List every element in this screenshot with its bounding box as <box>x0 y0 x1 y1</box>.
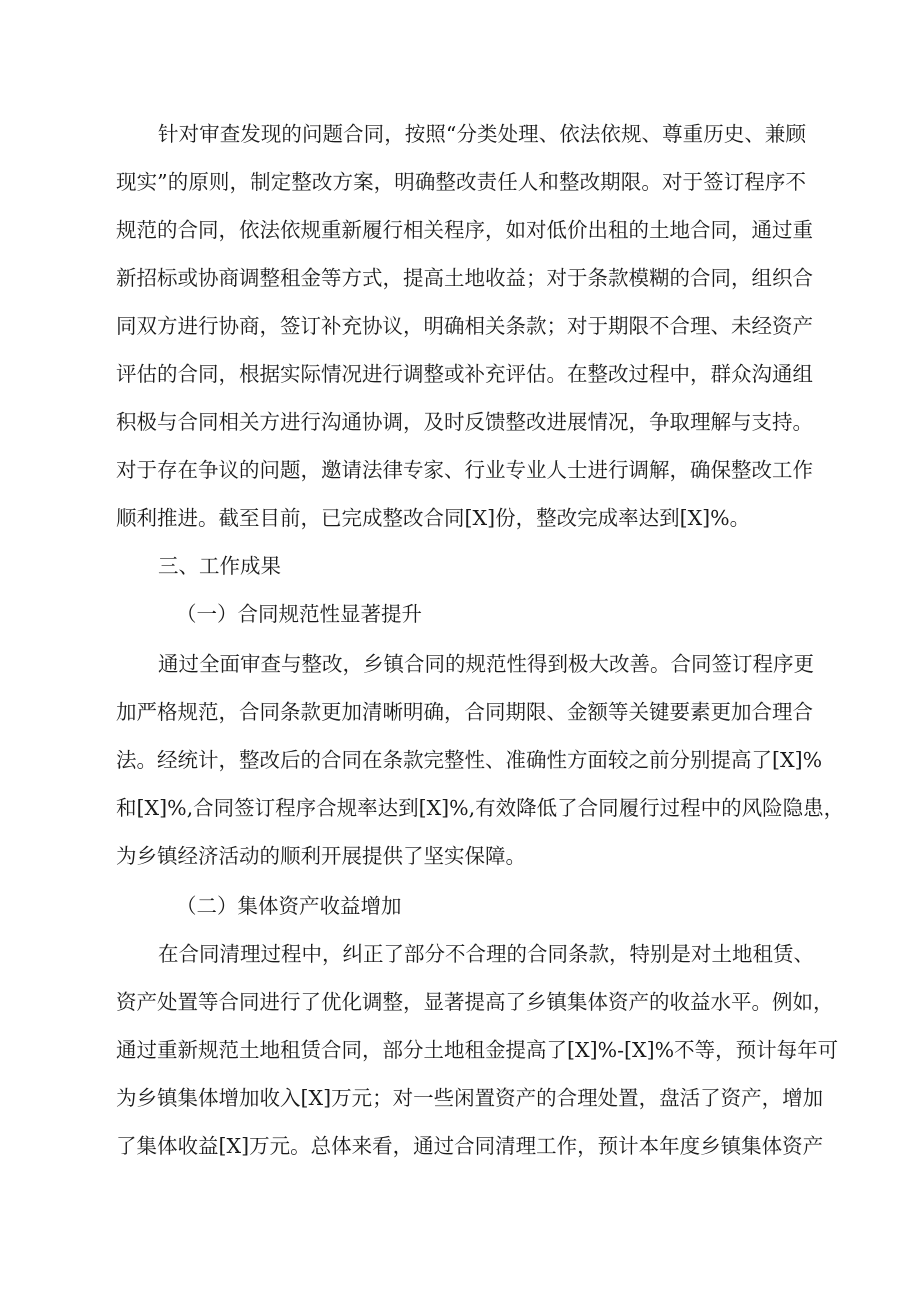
subsection-1-title: （一）合同规范性显著提升 <box>176 602 422 626</box>
paragraph-2-line-4: 和[X]%,合同签订程序合规率达到[X]%,有效降低了合同履行过程中的风险隐患， <box>116 796 845 820</box>
paragraph-1-line-3: 规范的合同，依法依规重新履行相关程序，如对低价出租的土地合同，通过重 <box>116 218 813 242</box>
paragraph-3-line-5: 了集体收益[X]万元。总体来看，通过合同清理工作，预计本年度乡镇集体资产 <box>116 1134 824 1158</box>
paragraph-2-line-5: 为乡镇经济活动的顺利开展提供了坚实保障。 <box>116 844 526 868</box>
paragraph-1-line-9: 顺利推进。截至目前，已完成整改合同[X]份，整改完成率达到[X]%。 <box>116 506 751 530</box>
paragraph-1-line-4: 新招标或协商调整租金等方式，提高土地收益；对于条款模糊的合同，组织合 <box>116 266 813 290</box>
paragraph-3-line-2: 资产处置等合同进行了优化调整，显著提高了乡镇集体资产的收益水平。例如， <box>116 990 834 1014</box>
paragraph-2-line-3: 法。经统计，整改后的合同在条款完整性、准确性方面较之前分别提高了[X]% <box>116 748 823 772</box>
paragraph-2-line-2: 加严格规范，合同条款更加清晰明确，合同期限、金额等关键要素更加合理合 <box>116 700 813 724</box>
paragraph-1-line-5: 同双方进行协商，签订补充协议，明确相关条款；对于期限不合理、未经资产 <box>116 314 813 338</box>
section-3-title: 三、工作成果 <box>158 554 281 578</box>
paragraph-1-line-7: 积极与合同相关方进行沟通协调，及时反馈整改进展情况，争取理解与支持。 <box>116 410 813 434</box>
paragraph-1-line-8: 对于存在争议的问题，邀请法律专家、行业专业人士进行调解，确保整改工作 <box>116 458 813 482</box>
paragraph-3-line-1: 在合同清理过程中，纠正了部分不合理的合同条款，特别是对土地租赁、 <box>158 942 814 966</box>
paragraph-1-line-1: 针对审查发现的问题合同，按照“分类处理、依法依规、尊重历史、兼顾 <box>158 122 806 146</box>
paragraph-3-line-4: 为乡镇集体增加收入[X]万元；对一些闲置资产的合理处置，盘活了资产，增加 <box>116 1086 824 1110</box>
paragraph-3-line-3: 通过重新规范土地租赁合同，部分土地租金提高了[X]%-[X]%不等，预计每年可 <box>116 1038 839 1062</box>
paragraph-2-line-1: 通过全面审查与整改，乡镇合同的规范性得到极大改善。合同签订程序更 <box>158 652 814 676</box>
paragraph-1-line-2: 现实”的原则，制定整改方案，明确整改责任人和整改期限。对于签订程序不 <box>116 170 806 194</box>
subsection-2-title: （二）集体资产收益增加 <box>176 894 402 918</box>
paragraph-1-line-6: 评估的合同，根据实际情况进行调整或补充评估。在整改过程中，群众沟通组 <box>116 362 813 386</box>
